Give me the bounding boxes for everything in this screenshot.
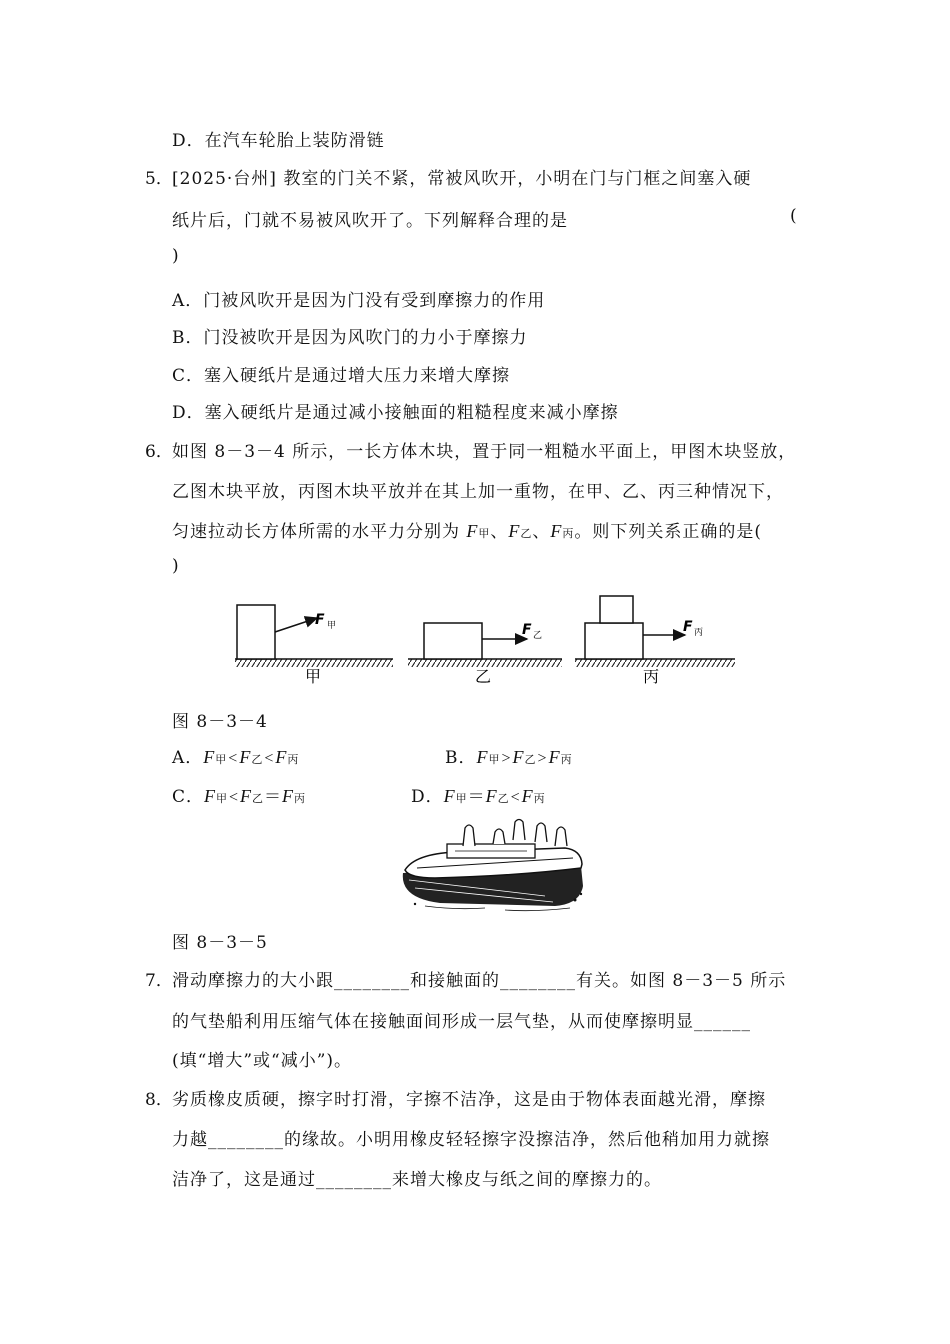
force-label: F xyxy=(315,612,325,628)
q8-line1: 劣质橡皮质硬，擦字时打滑，字擦不洁净，这是由于物体表面越光滑，摩擦 xyxy=(172,1090,766,1110)
panel-yi xyxy=(408,622,562,686)
q6-number: 6． xyxy=(145,442,173,462)
q5-stem-line2: 纸片后，门就不易被风吹开了。下列解释合理的是 xyxy=(172,211,568,231)
q5-stem-line1: [2025·台州] 教室的门关不紧，常被风吹开，小明在门与门框之间塞入硬 xyxy=(172,169,752,189)
q6-stem-line3: 匀速拉动长方体所需的水平力分别为 F甲、F乙、F丙。则下列关系正确的是( xyxy=(172,521,763,542)
ground-hatch xyxy=(408,659,562,667)
figure-8-3-4-caption: 图 8－3－4 xyxy=(172,712,268,732)
panel-jia xyxy=(235,605,393,686)
q6-stem-line2: 乙图木块平放，丙图木块平放并在其上加一重物，在甲、乙、丙三种情况下， xyxy=(172,482,784,502)
q6-option-d: D．F甲＝F乙<F丙 xyxy=(411,786,546,807)
ground-hatch xyxy=(575,659,735,667)
q6-option-c: C．F甲<F乙＝F丙 xyxy=(172,786,307,807)
q8-number: 8． xyxy=(145,1090,173,1110)
q5-number: 5． xyxy=(145,169,173,189)
block-flat xyxy=(585,623,643,659)
q7-line1: 滑动摩擦力的大小跟________和接触面的________有关。如图 8－3－5 所示 xyxy=(172,971,787,991)
force-label: F xyxy=(522,622,532,638)
svg-text:丙: 丙 xyxy=(694,628,704,638)
q6-stem-line1: 如图 8－3－4 所示，一长方体木块，置于同一粗糙水平面上，甲图木块竖放， xyxy=(172,442,797,462)
svg-text:甲: 甲 xyxy=(327,621,337,631)
q5-option-a: A．门被风吹开是因为门没有受到摩擦力的作用 xyxy=(172,291,546,311)
q5-answer-paren-open: ( xyxy=(790,206,798,226)
q5-option-c: C．塞入硬纸片是通过增大压力来增大摩擦 xyxy=(172,366,511,386)
q7-line3: (填“增大”或“减小”)。 xyxy=(172,1051,353,1071)
answer-blank: ________ xyxy=(316,1170,392,1190)
ground-hatch xyxy=(235,659,393,667)
figure-8-3-4 xyxy=(225,590,745,695)
q5-option-d: D．塞入硬纸片是通过减小接触面的粗糙程度来减小摩擦 xyxy=(172,403,619,423)
q7-number: 7． xyxy=(145,971,173,991)
svg-text:乙: 乙 xyxy=(533,631,543,641)
q6-option-b: B．F甲>F乙>F丙 xyxy=(445,747,573,768)
panel-bing xyxy=(575,596,735,686)
answer-blank: ________ xyxy=(334,971,410,991)
panel-label: 丙 xyxy=(643,667,660,686)
hovercraft-illustration xyxy=(395,818,590,913)
figure-8-3-5-caption: 图 8－3－5 xyxy=(172,933,268,953)
block-flat xyxy=(424,623,482,659)
q5-option-b: B．门没被吹开是因为风吹门的力小于摩擦力 xyxy=(172,328,528,348)
q8-line2: 力越________的缘故。小明用橡皮轻轻擦字没擦洁净，然后他稍加用力就擦 xyxy=(172,1130,770,1150)
answer-blank: ________ xyxy=(500,971,576,991)
q4-option-d: D．在汽车轮胎上装防滑链 xyxy=(172,131,385,151)
answer-blank: ______ xyxy=(694,1012,751,1032)
q5-answer-paren-close: ) xyxy=(172,246,180,266)
panel-label: 乙 xyxy=(475,667,492,686)
force-label: F xyxy=(683,619,693,635)
q6-option-a: A．F甲<F乙<F丙 xyxy=(172,747,300,768)
q8-line3: 洁净了，这是通过________来增大橡皮与纸之间的摩擦力的。 xyxy=(172,1170,662,1190)
panel-label: 甲 xyxy=(305,667,322,686)
force-symbol: F xyxy=(466,521,479,541)
weight xyxy=(600,596,633,623)
q7-line2: 的气垫船利用压缩气体在接触面间形成一层气垫，从而使摩擦明显______ xyxy=(172,1012,751,1032)
block-upright xyxy=(237,605,275,659)
q6-answer-paren-close: ) xyxy=(172,556,180,576)
force-arrow xyxy=(275,618,317,632)
answer-blank: ________ xyxy=(208,1130,284,1150)
